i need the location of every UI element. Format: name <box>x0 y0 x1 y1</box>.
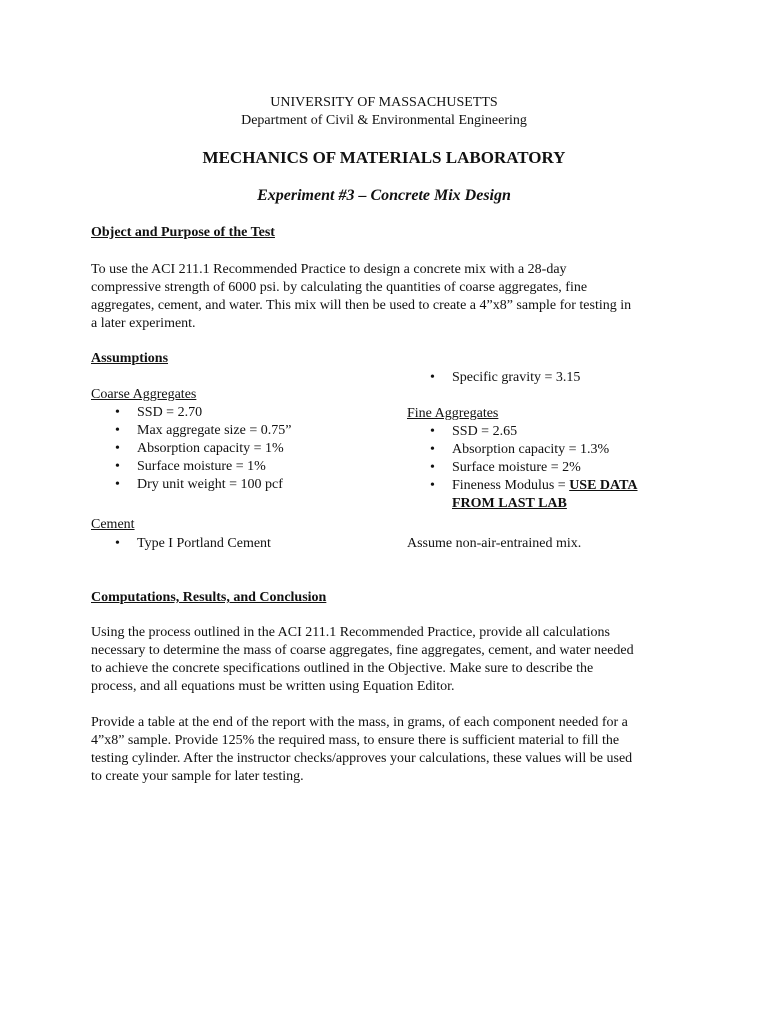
objective-line: aggregates, cement, and water. This mix will then be used to create a 4”x8” sample for testing in <box>91 298 632 313</box>
fine-aggregates-list <box>430 423 638 513</box>
list-item: • Dry unit weight = 100 pcf <box>115 477 283 492</box>
computations-heading: Computations, Results, and Conclusion <box>91 590 327 605</box>
fineness-modulus-instruction-cont: FROM LAST LAB <box>452 496 567 511</box>
bullet-icon: • <box>430 370 435 385</box>
fine-aggregates-label: Fine Aggregates <box>407 406 499 421</box>
list-item: • Specific gravity = 3.15 <box>430 370 581 385</box>
paragraph-line: Provide a table at the end of the report with the mass, in grams, of each component needed for a <box>91 715 628 730</box>
bullet-icon: • <box>430 478 435 493</box>
objective-line: a later experiment. <box>91 316 196 331</box>
bullet-icon: • <box>430 442 435 457</box>
department-name: Department of Civil & Environmental Engineering <box>241 113 527 128</box>
cement-label: Cement <box>91 517 135 532</box>
assumptions-heading: Assumptions <box>91 351 169 366</box>
coarse-aggregates-list <box>115 404 292 494</box>
list-item: • Max aggregate size = 0.75” <box>115 423 292 438</box>
bullet-icon: • <box>115 459 120 474</box>
list-item: • Absorption capacity = 1.3% <box>430 442 610 457</box>
paragraph-line: Using the process outlined in the ACI 211.1 Recommended Practice, provide all calculations <box>91 625 610 640</box>
list-item: • Absorption capacity = 1% <box>115 441 284 456</box>
bullet-icon: • <box>115 477 120 492</box>
bullet-icon: • <box>115 405 120 420</box>
list-item: • Type I Portland Cement <box>115 536 271 551</box>
coarse-aggregates-label: Coarse Aggregates <box>91 387 197 402</box>
lab-title: MECHANICS OF MATERIALS LABORATORY <box>202 148 566 167</box>
bullet-icon: • <box>115 441 120 456</box>
computations-paragraph-1 <box>91 624 691 696</box>
list-item: • SSD = 2.70 <box>115 405 203 420</box>
bullet-icon: • <box>115 536 120 551</box>
bullet-icon: • <box>115 423 120 438</box>
paragraph-line: to achieve the concrete specifications outlined in the Objective. Make sure to describe the <box>91 661 594 676</box>
objective-line: To use the ACI 211.1 Recommended Practice to design a concrete mix with a 28-day <box>91 262 567 277</box>
air-entrainment-note: Assume non-air-entrained mix. <box>407 536 582 551</box>
list-item: • SSD = 2.65 <box>430 424 518 439</box>
cement-specific-gravity-list <box>430 369 581 387</box>
cement-list <box>115 535 271 553</box>
paragraph-line: necessary to determine the mass of coarse aggregates, fine aggregates, cement, and water needed <box>91 643 634 658</box>
fineness-modulus-instruction: USE DATA <box>569 478 638 493</box>
list-item-continuation <box>452 495 638 513</box>
objective-line: compressive strength of 6000 psi. by calculating the quantities of coarse aggregates, fine <box>91 280 588 295</box>
bullet-icon: • <box>430 424 435 439</box>
list-item: • Surface moisture = 1% <box>115 459 266 474</box>
list-item: • Surface moisture = 2% <box>430 460 581 475</box>
bullet-icon: • <box>430 460 435 475</box>
objective-paragraph <box>91 261 691 333</box>
paragraph-line: process, and all equations must be written using Equation Editor. <box>91 679 455 694</box>
experiment-title: Experiment #3 – Concrete Mix Design <box>257 187 511 204</box>
university-name: UNIVERSITY OF MASSACHUSETTS <box>270 95 498 110</box>
computations-paragraph-2 <box>91 714 691 786</box>
list-item: • Fineness Modulus = USE DATA <box>430 478 638 493</box>
paragraph-line: to create your sample for later testing. <box>91 769 304 784</box>
objective-heading: Object and Purpose of the Test <box>91 225 275 240</box>
paragraph-line: 4”x8” sample. Provide 125% the required mass, to ensure there is sufficient material to fill the <box>91 733 620 748</box>
paragraph-line: testing cylinder. After the instructor checks/approves your calculations, these values will be used <box>91 751 633 766</box>
